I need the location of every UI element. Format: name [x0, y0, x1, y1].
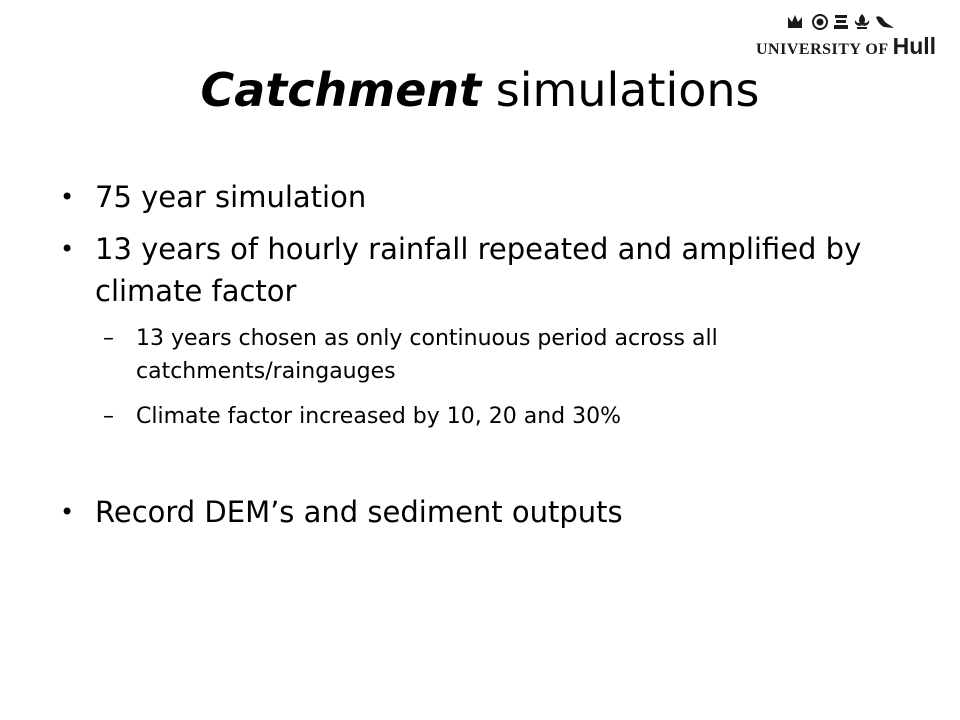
bullet-text: 13 years of hourly rainfall repeated and amplified by climate factor [95, 232, 862, 308]
sub-bullet-marker: – [103, 326, 114, 351]
logo-wordmark [756, 33, 936, 60]
slide-title [0, 60, 960, 120]
sub-bullet-marker: – [103, 404, 114, 429]
bullet-item [58, 176, 918, 218]
slide-title-rest: simulations [481, 63, 760, 117]
logo-emblems [786, 12, 936, 32]
bullet-item [58, 228, 918, 312]
logo-university-text: UNIVERSITY OF [756, 41, 889, 58]
sub-bullet-text: 13 years chosen as only continuous period across all catchments/raingauges [136, 326, 718, 384]
bullet-marker: • [60, 183, 75, 211]
slide-title-emphasis: Catchment [200, 63, 482, 117]
sub-bullet-item [58, 322, 918, 388]
bullet-marker: • [60, 498, 75, 526]
hat-icon [834, 15, 848, 29]
sub-bullet-item [58, 400, 918, 433]
bullet-text: Record DEM’s and sediment outputs [95, 495, 623, 529]
rose-icon [813, 15, 827, 29]
bullet-item [58, 491, 918, 533]
slide-content [58, 176, 918, 533]
bird-icon [876, 16, 894, 28]
bullet-text: 75 year simulation [95, 180, 367, 214]
logo-hull-text: Hull [892, 33, 937, 59]
crown-icon [788, 15, 802, 28]
sub-bullet-text: Climate factor increased by 10, 20 and 30% [136, 404, 622, 429]
university-of-hull-logo [756, 10, 952, 59]
bullet-marker: • [60, 235, 75, 263]
fleur-de-lis-icon [855, 14, 869, 29]
